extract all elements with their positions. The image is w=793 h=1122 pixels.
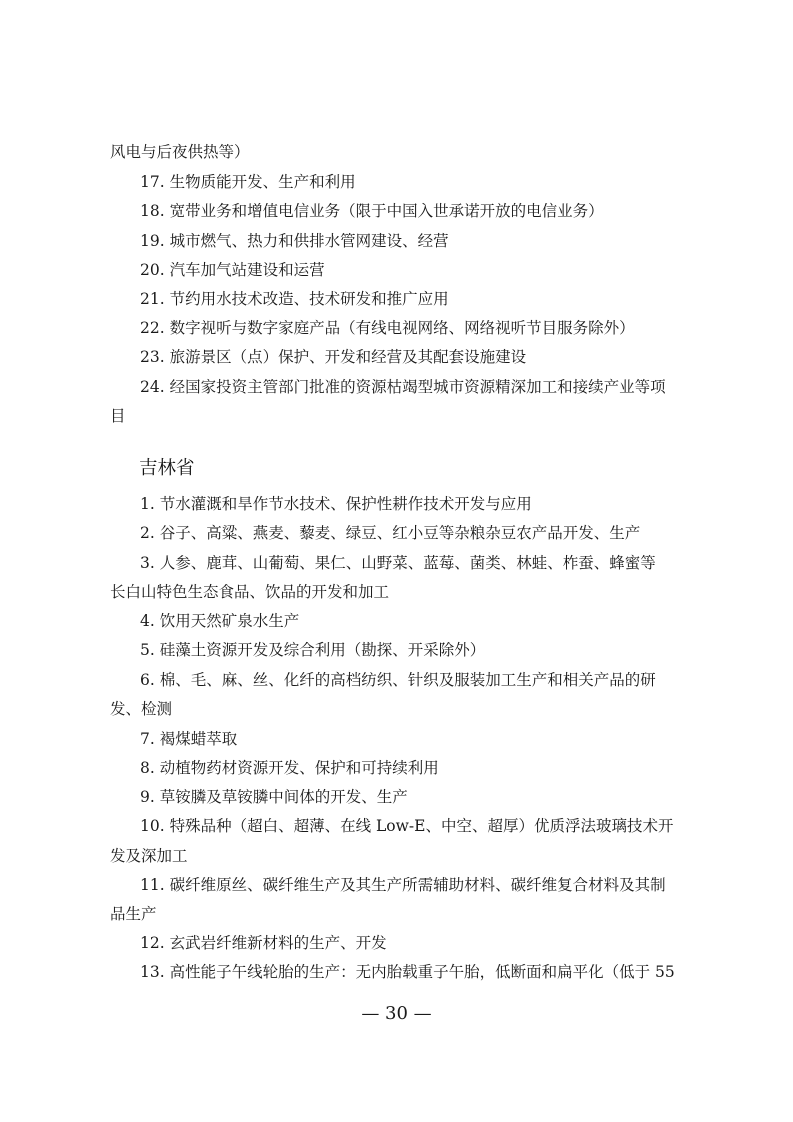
page-number: — 30 —	[361, 1003, 432, 1024]
list-item: 4. 饮用天然矿泉水生产	[140, 612, 300, 630]
list-item: 21. 节约用水技术改造、技术研发和推广应用	[140, 290, 449, 308]
list-item-continuation: 目	[110, 407, 126, 425]
list-item: 9. 草铵膦及草铵膦中间体的开发、生产	[140, 788, 408, 806]
list-item: 5. 硅藻土资源开发及综合利用（勘探、开采除外）	[140, 641, 486, 659]
list-item: 11. 碳纤维原丝、碳纤维生产及其生产所需辅助材料、碳纤维复合材料及其制	[140, 876, 666, 894]
list-item: 8. 动植物药材资源开发、保护和可持续利用	[140, 759, 439, 777]
list-item: 20. 汽车加气站建设和运营	[140, 261, 325, 279]
list-item-continuation: 发及深加工	[110, 847, 188, 865]
continuation-line: 风电与后夜供热等）	[110, 143, 250, 161]
list-item: 19. 城市燃气、热力和供排水管网建设、经营	[140, 232, 449, 250]
list-item: 13. 高性能子午线轮胎的生产：无内胎载重子午胎，低断面和扁平化（低于 55	[140, 963, 675, 981]
list-item: 1. 节水灌溉和旱作节水技术、保护性耕作技术开发与应用	[140, 495, 532, 513]
list-item-continuation: 发、检测	[110, 700, 173, 718]
list-item: 3. 人参、鹿茸、山葡萄、果仁、山野菜、蓝莓、菌类、林蛙、柞蚕、蜂蜜等	[140, 554, 656, 572]
list-item-continuation: 长白山特色生态食品、饮品的开发和加工	[110, 583, 390, 601]
list-item: 7. 褐煤蜡萃取	[140, 730, 238, 748]
list-item: 2. 谷子、高粱、燕麦、藜麦、绿豆、红小豆等杂粮杂豆农产品开发、生产	[140, 524, 641, 542]
list-item-continuation: 品生产	[110, 905, 157, 923]
list-item: 24. 经国家投资主管部门批准的资源枯竭型城市资源精深加工和接续产业等项	[140, 378, 666, 396]
list-item: 23. 旅游景区（点）保护、开发和经营及其配套设施建设	[140, 348, 527, 366]
section-heading: 吉林省	[139, 458, 195, 479]
list-item: 12. 玄武岩纤维新材料的生产、开发	[140, 934, 387, 952]
list-item: 10. 特殊品种（超白、超薄、在线 Low-E、中空、超厚）优质浮法玻璃技术开	[140, 817, 674, 835]
list-item: 17. 生物质能开发、生产和利用	[140, 173, 356, 191]
list-item: 18. 宽带业务和增值电信业务（限于中国入世承诺开放的电信业务）	[140, 202, 604, 220]
list-item: 6. 棉、毛、麻、丝、化纤的高档纺织、针织及服装加工生产和相关产品的研	[140, 671, 656, 689]
list-item: 22. 数字视听与数字家庭产品（有线电视网络、网络视听节目服务除外）	[140, 319, 635, 337]
